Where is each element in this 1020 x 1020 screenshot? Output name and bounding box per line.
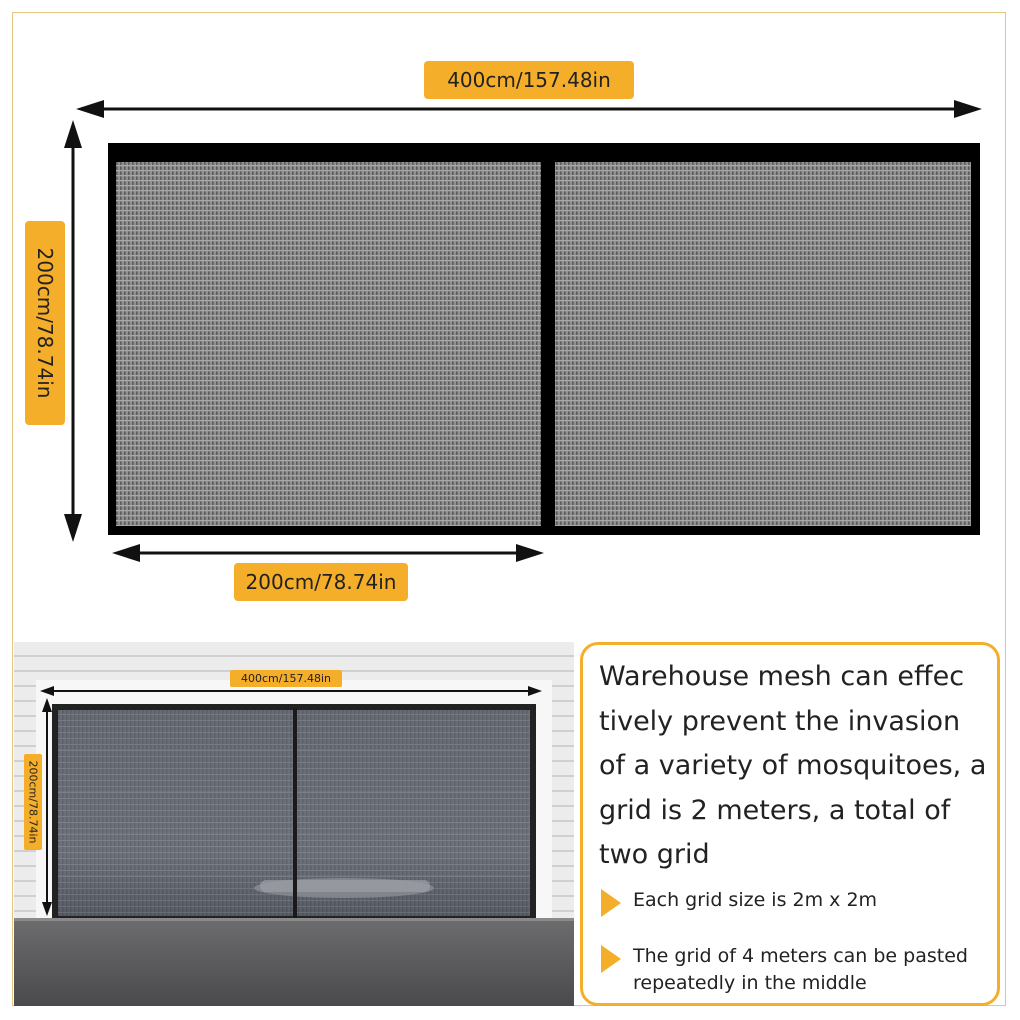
photo-width-label: 400cm/157.48in <box>230 670 342 687</box>
triangle-bullet-icon <box>601 889 621 917</box>
garage-photo <box>14 642 574 1006</box>
info-card <box>580 642 1000 1006</box>
garage-illustration <box>14 642 574 1006</box>
height-label <box>25 221 65 425</box>
width-label: 400cm/157.48in <box>424 61 634 99</box>
bullet-text: The grid of 4 meters can be pasted repeatedly in the middle <box>633 945 968 994</box>
mesh-screen <box>108 143 980 535</box>
height-label-text: 200cm/78.74in <box>33 247 57 399</box>
width-arrow-icon <box>76 100 982 118</box>
grid-width-label: 200cm/78.74in <box>234 563 408 601</box>
grid-width-arrow-icon <box>112 544 544 562</box>
bullet-text: Each grid size is 2m x 2m <box>633 889 878 911</box>
photo-height-label <box>24 754 42 850</box>
mesh-panel-right <box>555 162 971 526</box>
triangle-bullet-icon <box>601 945 621 973</box>
info-title: Warehouse mesh can effec tively prevent the invasion of a variety of mosquitoes, a grid is 2 meters, a total of two grid <box>599 661 987 870</box>
photo-height-label-text: 200cm/78.74in <box>26 760 40 844</box>
height-arrow-icon <box>64 120 82 542</box>
mesh-panel-left <box>116 162 541 526</box>
